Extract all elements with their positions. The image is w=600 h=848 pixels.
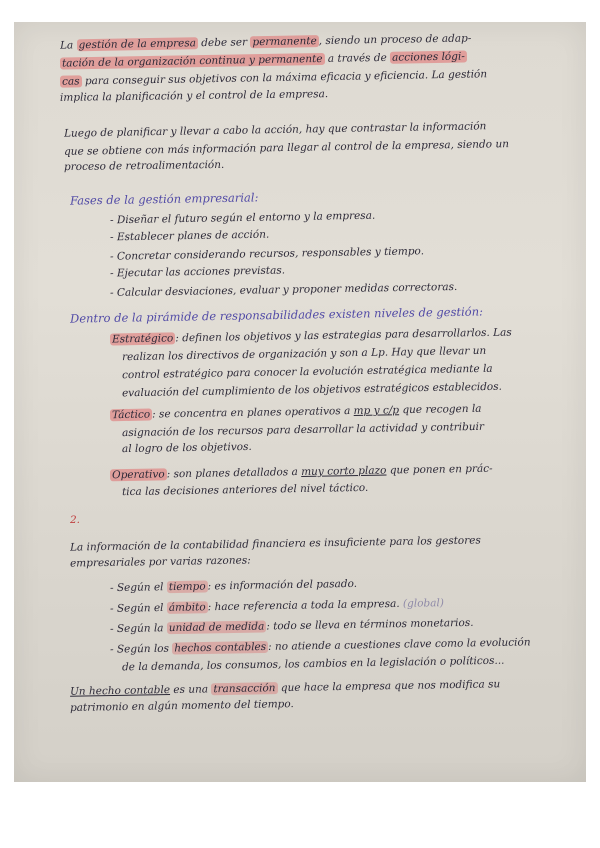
highlight: Operativo [111,468,165,482]
text: - Según la [109,622,167,636]
s2-p1-line-2: empresariales por varias razones: [69,554,251,570]
highlight: gestión de la empresa [78,37,197,52]
operational-line-2: tica las decisiones anteriores del nivel táctico. [121,481,369,499]
heading-phases: Fases de la gestión empresarial: [69,190,259,208]
underlined-text: mp y c/p [353,404,400,417]
text: : son planes detallados a [166,466,302,481]
tactical-line-3: al logro de los objetivos. [121,440,252,456]
s2-p1-line-1: La información de la contabilidad financiera es insuficiente para los gestores [69,534,481,554]
phase-item: - Concretar considerando recursos, responsables y tiempo. [109,245,425,263]
phase-item: - Diseñar el futuro según el entorno y la empresa. [109,209,376,227]
reason-continuation [122,655,505,674]
text: debe ser [197,36,251,50]
text: : se concentra en planes operativos a [152,404,354,421]
definition-line-2: patrimonio en algún momento del tiempo. [69,698,294,714]
p1-line-4 [60,88,328,104]
p2-line-1: Luego de planificar y llevar a cabo la acción, hay que contrastar la información [63,120,487,140]
text: para conseguir sus objetivos con la máxima eficacia y eficiencia. La gestión [81,68,488,88]
text: que recogen la [398,402,482,417]
text: - Según el [109,601,167,615]
highlight: unidad de medida [168,620,265,635]
text: : no atiende a cuestiones clave como la evolución [267,636,531,653]
margin-note: (global) [402,597,445,610]
phase-item: - Calcular desviaciones, evaluar y proponer medidas correctoras. [109,280,458,300]
highlight: Estratégico [111,332,174,346]
text: de la demanda, los consumos, los cambios en la legislación o políticos... [121,654,505,674]
highlight: Táctico [111,408,151,422]
text: - Según el [109,581,167,595]
underlined-text: muy corto plazo [301,464,387,479]
tactical-line-1 [110,403,482,421]
phase-item: - Ejecutar las acciones previstas. [109,264,286,280]
text: que hace la empresa que nos modifica su [277,678,501,695]
reason-item [110,597,444,615]
p1-line-3 [60,68,487,87]
reason-item [110,617,474,635]
heading-pyramid: Dentro de la pirámide de responsabilidades existen niveles de gestión: [69,304,484,326]
text: es una [169,683,212,697]
text: implica la planificación y el control de la empresa. [59,88,329,104]
text: La [59,39,77,52]
strategic-line-3: control estratégico para conocer la evolución estratégica mediante la [121,362,493,382]
highlight: tiempo [168,580,206,594]
definition-line-1 [70,678,500,698]
strategic-line-4: evaluación del cumplimiento de los objetivos estratégicos establecidos. [121,380,503,400]
p1-line-1 [60,32,472,51]
highlight: tación de la organización continua y permanente [61,52,323,70]
notebook-photo [14,22,586,782]
section-number: 2. [70,514,81,526]
p2-line-2: que se obtiene con más información para llegar al control de la empresa, siendo un [63,138,510,158]
tactical-line-2: asignación de los recursos para desarrollar la actividad y contribuir [121,420,485,440]
operational-line-1 [110,463,493,482]
highlight: acciones lógi- [392,50,465,64]
highlight: ámbito [168,601,206,614]
highlight: transacción [213,682,276,696]
text: : todo se lleva en términos monetarios. [266,616,474,633]
text: que ponen en prác- [386,462,493,477]
text: : hace referencia a toda la empresa. [207,597,400,614]
phase-item: - Establecer planes de acción. [109,228,270,244]
p1-line-2 [60,50,467,69]
p2-line-3: proceso de retroalimentación. [63,158,225,174]
strategic-line-2: realizan los directivos de organización y son a Lp. Hay que llevar un [121,344,487,364]
highlight: hechos contables [174,640,267,655]
text: , siendo un proceso de adap- [318,32,472,48]
underlined-text: Un hecho contable [69,684,171,698]
text: - Según los [109,642,173,656]
text: : definen los objetivos y las estrategias para desarrollarlos. Las [175,326,512,345]
text: a través de [324,51,391,65]
text: : es información del pasado. [207,577,358,593]
reason-item [110,578,357,594]
reason-item [110,636,531,655]
strategic-line-1 [110,326,512,345]
highlight: permanente [252,35,317,49]
highlight: cas [61,75,80,88]
